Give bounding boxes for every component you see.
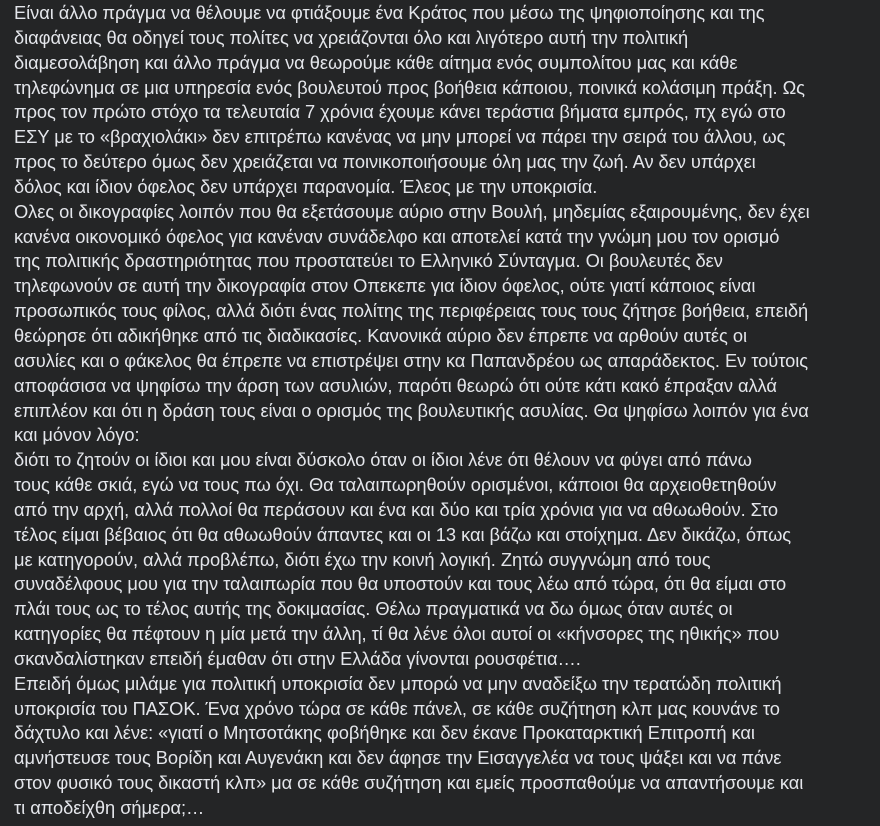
post-text-line: τηλεφωνούν σε αυτή την δικογραφία στον Οπεκεπε για ίδιον όφελος, ούτε γιατί κάποιος είναι <box>14 275 756 297</box>
post-text-line: τέλος είμαι βέβαιος ότι θα αθωωθούν άπαντες και οι 13 και βάζω και στοίχημα. Δεν δικάζω, όπως <box>14 523 792 545</box>
post-text-line: αποφάσισα να ψηφίσω την άρση των ασυλιών, παρότι θεωρώ ότι ούτε κάτι κακό έπραξαν αλλά <box>14 374 777 396</box>
post-text-line: στον φυσικό τους δικαστή κλπ» μα σε κάθε συζήτηση και εμείς προσπαθούμε να απαντήσουμε και <box>14 772 804 794</box>
post-body-text <box>14 1 872 821</box>
post-text-line: υποκρισία του ΠΑΣΟΚ. Ένα χρόνο τώρα σε κάθε πάνελ, σε κάθε συζήτηση κλπ μας κουνάνε το <box>14 697 780 719</box>
post-text-line: τηλεφώνημα σε μια υπηρεσία ενός βουλευτού προς βοήθεια κάποιου, ποινικά κολάσιμη πράξη. Ως <box>14 76 805 98</box>
post-text-line: τους κάθε σκιά, εγώ να τους πω όχι. Θα ταλαιπωρηθούν ορισμένοι, κάποιοι θα αρχειοθετηθούν <box>14 474 777 496</box>
post-text-line: προς το δεύτερο όμως δεν χρειάζεται να ποινικοποιήσουμε όλη μας την ζωή. Αν δεν υπάρχει <box>14 151 756 173</box>
post-text-line: από την αρχή, αλλά πολλοί θα περάσουν και ένα και δύο και τρία χρόνια για να αθωωθούν. Στο <box>14 498 779 520</box>
post-text-line: κανένα οικονομικό όφελος για κανέναν συνάδελφο και αποτελεί κατά την γνώμη μου τον ορισμό <box>14 225 780 247</box>
post-text-line: επιπλέον και ότι η δράση τους είναι ο ορισμός της βουλευτικής ασυλίας. Θα ψηφίσω λοιπόν για ένα <box>14 399 809 421</box>
post-text-line: Ολες οι δικογραφίες λοιπόν που θα εξετάσουμε αύριο στην Βουλή, μηδεμίας εξαιρουμένης, δεν έχει <box>14 200 810 222</box>
post-text-line: με κατηγορούν, αλλά προβλέπω, διότι έχω την κοινή λογική. Ζητώ συγγνώμη από τους <box>14 548 711 570</box>
post-text-line: διαμεσολάβηση και άλλο πράγμα να θεωρούμε κάθε αίτημα ενός συμπολίτου μας και κάθε <box>14 51 738 73</box>
post-text-line: συναδέλφους μου για την ταλαιπωρία που θα υποστούν και τους λέω από τώρα, ότι θα είμαι στο <box>14 573 787 595</box>
post-text-line: διότι το ζητούν οι ίδιοι και μου είναι δύσκολο όταν οι ίδιοι λένε ότι θέλουν να φύγει από πάνω <box>14 449 752 471</box>
post-text-line: αμνήστευσε τους Βορίδη και Αυγενάκη και δεν άφησε την Εισαγγελέα να τους ψάξει και να πάνε <box>14 747 782 769</box>
post-text-line: ασυλίες και ο φάκελος θα έπρεπε να επιστρέψει στην κα Παπανδρέου ως απαράδεκτος. Εν τούτοις <box>14 349 808 371</box>
post-text-line: διαφάνειας θα οδηγεί τους πολίτες να χρειάζονται όλο και λιγότερο αυτή την πολιτική <box>14 26 689 48</box>
post-text-line: σκανδαλίστηκαν επειδή έμαθαν ότι στην Ελλάδα γίνονται ρουσφέτια…. <box>14 647 581 669</box>
post-text-line: προς τον πρώτο στόχο τα τελευταία 7 χρόνια έχουμε κάνει τεράστια βήματα εμπρός, πχ εγώ στο <box>14 101 786 123</box>
post-text-line: Επειδή όμως μιλάμε για πολιτική υποκρισία δεν μπορώ να μην αναδείξω την τερατώδη πολιτική <box>14 672 782 694</box>
post-text-line: θεώρησε ότι αδικήθηκε από τις διαδικασίες. Κανονικά αύριο δεν έπρεπε να αρθούν αυτές οι <box>14 324 747 346</box>
post-text-line: τι αποδείχθη σήμερα;… <box>14 797 205 818</box>
post-text-line: προσωπικός τους φίλος, αλλά διότι ένας πολίτης της περιφέρειας τους τους ζήτησε βοήθεια, επειδή <box>14 300 809 322</box>
post-text-line: πλάι τους ως το τέλος αυτής της δοκιμασίας. Θέλω πραγματικά να δω όμως όταν αυτές οι <box>14 598 733 620</box>
post-text-line: και μόνον λόγο: <box>14 424 140 446</box>
post-text-line: κατηγορίες θα πέφτουν η μία μετά την άλλη, τί θα λένε όλοι αυτοί οι «κήνσορες της ηθικής» που <box>14 623 780 645</box>
post-text-line: ΕΣΥ με το «βραχιολάκι» δεν επιτρέπω κανένας να μην μπορεί να πάρει την σειρά του άλλου, ως <box>14 126 786 148</box>
post-text-line: δάχτυλο και λένε: «γιατί ο Μητσοτάκης φοβήθηκε και δεν έκανε Προκαταρκτική Επιτροπή και <box>14 722 755 744</box>
post-text-line: δόλος και ίδιον όφελος δεν υπάρχει παρανομία. Έλεος με την υποκρισία. <box>14 175 598 197</box>
post-text-line: της πολιτικής δραστηριότητας που προστατεύει το Ελληνικό Σύνταγμα. Οι βουλευτές δεν <box>14 250 723 272</box>
post-text-line: Είναι άλλο πράγμα να θέλουμε να φτιάξουμε ένα Κράτος που μέσω της ψηφιοποίησης και της <box>14 2 765 23</box>
